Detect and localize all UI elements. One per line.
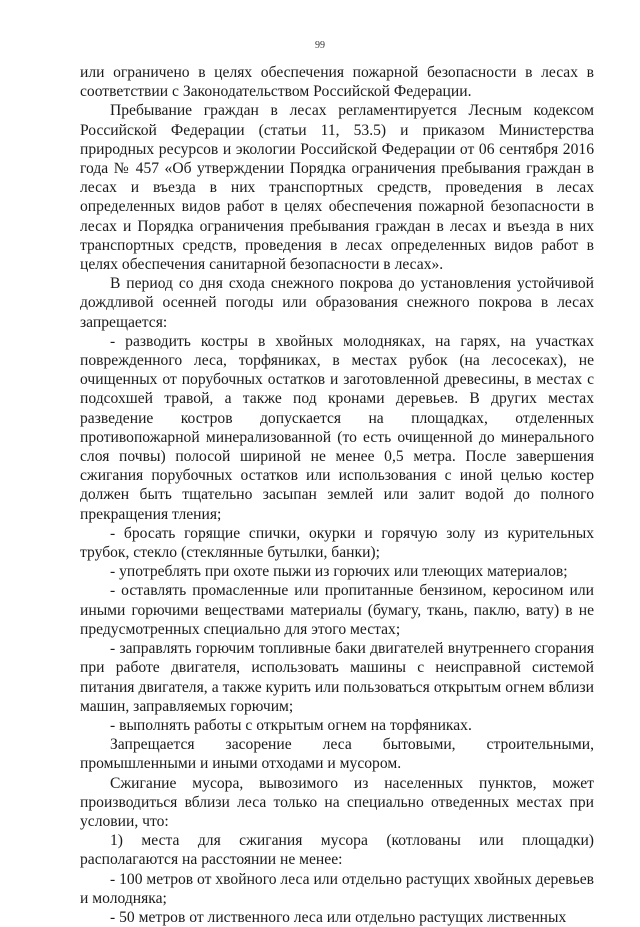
paragraph-continuation: или ограничено в целях обеспечения пожарной безопасности в лесах в соответствии с Законодательством Российской Федерации. <box>80 64 594 101</box>
list-item-peat-works: - выполнять работы с открытым огнем на торфяниках. <box>110 716 472 734</box>
list-item-coniferous-distance: - 100 метров от хвойного леса или отдельно растущих хвойных деревьев и молодняка; <box>80 870 594 907</box>
list-item-refueling: - заправлять горючим топливные баки двигателей внутреннего сгорания при работе двигателя, использовать машины с неисправной системой питания двигателя, а также курить или пользоваться открытым огнем вблизи машин, заправляемых горючим; <box>80 640 594 715</box>
paragraph-prohibition-intro: В период со дня схода снежного покрова до установления устойчивой дождливой осенней погоды или образования снежного покрова в лесах запрещается: <box>80 275 594 331</box>
list-item-deciduous-distance: - 50 метров от лиственного леса или отдельно растущих лиственных <box>110 908 567 926</box>
page-number: 99 <box>315 40 325 51</box>
paragraph-littering: Запрещается засорение леса бытовыми, строительными, промышленными и иными отходами и мусором. <box>80 736 594 773</box>
list-item-campfires: - разводить костры в хвойных молодняках, на гарях, на участках поврежденного леса, торфяниках, в местах рубок (на лесосеках), не очищенных от порубочных остатков и заготовленной древесины, в местах с подсохшей травой, а также под кронами деревьев. В других местах разведение костров допускается на площадках, отделенных противопожарной минерализованной (то есть очищенной до минерального слоя почвы) полосой шириной не менее 0,5 метра. После завершения сжигания порубочных остатков или использования с иной целью костер должен быть тщательно засыпан землей или залит водой до полного прекращения тления; <box>80 332 594 523</box>
list-item-matches: - бросать горящие спички, окурки и горячую золу из курительных трубок, стекло (стеклянные бутылки, банки); <box>80 524 594 562</box>
document-body <box>80 63 594 927</box>
list-item-wads: - употреблять при охоте пыжи из горючих или тлеющих материалов; <box>110 563 568 581</box>
paragraph-burning-sites: 1) места для сжигания мусора (котлованы или площадки) располагаются на расстоянии не менее: <box>80 832 594 869</box>
paragraph-regulation: Пребывание граждан в лесах регламентируется Лесным кодексом Российской Федерации (статьи 11, 53.5) и приказом Министерства природных ресурсов и экологии Российской Федерации от 06 сентября 2016 года № 457 «Об утверждении Порядка ограничения пребывания граждан в лесах и въезда в них транспортных средств, проведения в лесах определенных видов работ в целях обеспечения пожарной безопасности в лесах и Порядка ограничения пребывания граждан в лесах и въезда в них транспортных средств, проведения в лесах определенных видов работ в целях обеспечения санитарной безопасности в лесах». <box>80 102 594 274</box>
list-item-oily-materials: - оставлять промасленные или пропитанные бензином, керосином или иными горючими веществами материалы (бумагу, ткань, паклю, вату) в не предусмотренных специально для этого местах; <box>80 582 594 638</box>
paragraph-waste-burning: Сжигание мусора, вывозимого из населенных пунктов, может производиться вблизи леса только на специально отведенных местах при условии, что: <box>80 774 594 830</box>
